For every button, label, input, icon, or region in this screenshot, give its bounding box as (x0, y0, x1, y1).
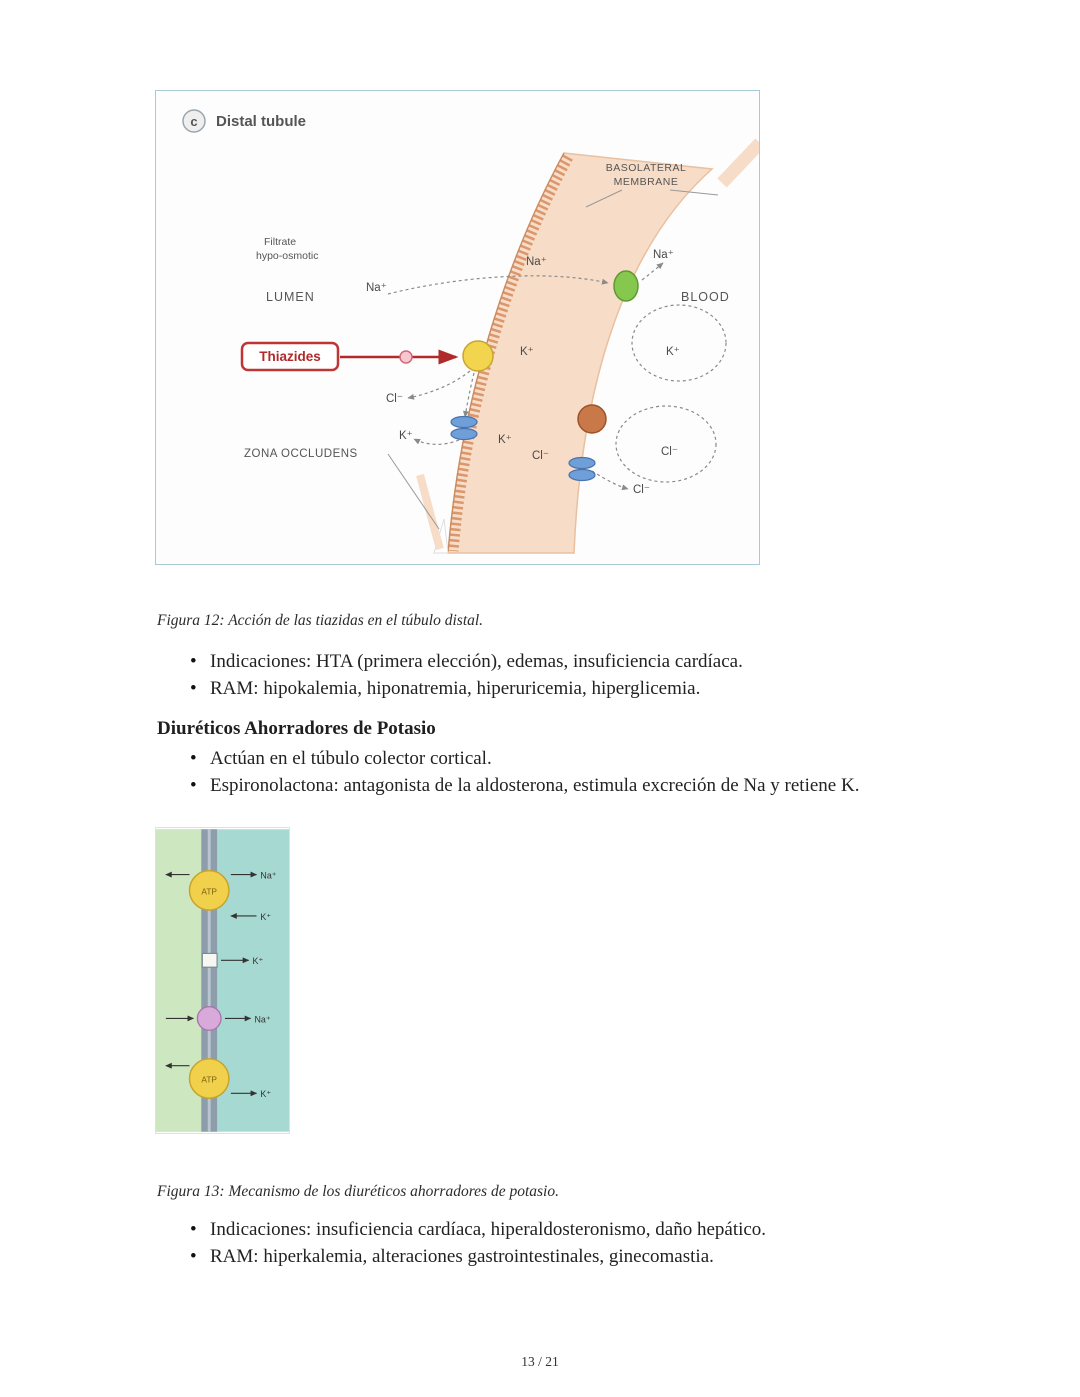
distal-tubule-svg (156, 91, 759, 564)
ion-label-na: Na⁺ (254, 1014, 271, 1025)
inhibition-site-icon (400, 351, 412, 363)
pump-label: ATP (201, 886, 218, 897)
bullet-item: • Indicaciones: insuficiencia cardíaca, hiperaldosteronismo, daño hepático. (188, 1217, 968, 1244)
basolateral-membrane-label: BASOLATERAL (605, 162, 687, 174)
ion-label-cl: Cl⁻ (633, 484, 650, 496)
potassium-sparing-bullet-list (188, 746, 920, 799)
thiazide-bullet-list (188, 649, 928, 702)
post-figure13-bullet-list (188, 1217, 968, 1270)
thiazides-label: Thiazides (259, 349, 321, 364)
ion-label-k: K⁺ (252, 956, 264, 967)
ion-label-na: Na⁺ (260, 870, 277, 881)
bullet-item: • Actúan en el túbulo colector cortical. (188, 746, 920, 773)
sodium-transporter-icon (614, 271, 638, 301)
figure-13-mechanism-diagram (155, 827, 290, 1134)
na-k-atpase-bottom-icon (189, 1059, 228, 1098)
filtrate-label: Filtrate (264, 236, 297, 248)
panel-letter: c (190, 114, 198, 129)
nacl-cotransporter-icon (463, 341, 493, 371)
ion-label-cl: Cl⁻ (661, 446, 678, 458)
figure-13-caption: Figura 13: Mecanismo de los diuréticos ahorradores de potasio. (157, 1183, 559, 1200)
ion-label-k: K⁺ (260, 1089, 272, 1100)
adjacent-membrane-strip-bottom (420, 475, 440, 549)
ion-label-k: K⁺ (666, 346, 680, 358)
exchanger-icon (197, 1007, 221, 1031)
panel-letter-chip (183, 110, 205, 132)
ion-label-k: K⁺ (520, 346, 534, 358)
zona-occludens-label: ZONA OCCLUDENS (244, 448, 358, 460)
bullet-item: • RAM: hiperkalemia, alteraciones gastrointestinales, ginecomastia. (188, 1244, 968, 1271)
ion-label-na: Na⁺ (526, 256, 547, 268)
page-number: 13 / 21 (521, 1354, 559, 1369)
na-k-atpase-top-icon (189, 871, 228, 910)
lumen-label: LUMEN (266, 290, 315, 304)
ion-label-k: K⁺ (260, 911, 272, 922)
bullet-item: • Indicaciones: HTA (primera elección), edemas, insuficiencia cardíaca. (188, 649, 928, 676)
basolateral-membrane-label-2: MEMBRANE (613, 176, 679, 188)
ion-label-cl: Cl⁻ (386, 393, 403, 405)
bullet-item: • RAM: hipokalemia, hiponatremia, hiperuricemia, hiperglicemia. (188, 676, 928, 703)
filtrate-label-2: hypo-osmotic (256, 250, 319, 262)
figure-12-distal-tubule-diagram (155, 90, 760, 565)
ion-label-k: K⁺ (399, 430, 413, 442)
ion-label-na: Na⁺ (653, 249, 674, 261)
ion-label-k: K⁺ (498, 434, 512, 446)
ion-channel-icon (202, 953, 217, 967)
adjacent-membrane-strip-top (722, 143, 759, 183)
ion-label-na: Na⁺ (366, 282, 387, 294)
mechanism-svg (156, 828, 289, 1133)
thiazides-drug-box (242, 343, 338, 370)
pointer-line (388, 454, 439, 529)
bullet-item: • Espironolactona: antagonista de la aldosterona, estimula excreción de Na y retiene K. (188, 773, 920, 800)
blood-label: BLOOD (681, 290, 730, 304)
ion-label-cl: Cl⁻ (532, 450, 549, 462)
section-heading-potassium-sparing: Diuréticos Ahorradores de Potasio (157, 718, 436, 739)
na-k-atpase-icon (578, 405, 606, 433)
pump-label: ATP (201, 1074, 218, 1085)
figure-12-caption: Figura 12: Acción de las tiazidas en el túbulo distal. (157, 612, 484, 629)
panel-title: Distal tubule (216, 113, 307, 130)
